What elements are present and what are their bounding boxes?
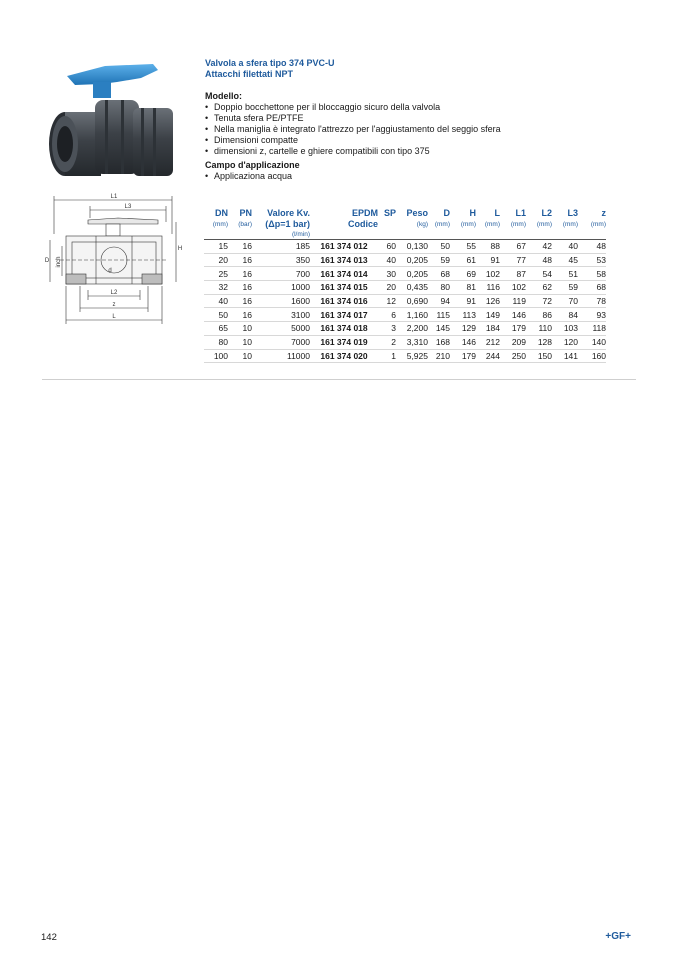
table-cell: 209: [500, 335, 526, 349]
table-cell: 116: [476, 281, 500, 295]
table-cell: 12: [378, 294, 396, 308]
table-cell: 0,435: [396, 281, 428, 295]
table-cell: 119: [500, 294, 526, 308]
table-cell: 161 374 015: [310, 281, 378, 295]
table-row: [204, 253, 606, 267]
table-cell: 80: [204, 335, 228, 349]
table-cell: 161 374 013: [310, 253, 378, 267]
unit-dn: (mm): [212, 221, 228, 228]
table-cell: 48: [578, 240, 606, 254]
specification-table: [204, 208, 606, 363]
table-cell: 16: [228, 267, 252, 281]
table-row: [204, 322, 606, 336]
table-cell: 161 374 018: [310, 322, 378, 336]
unit-l3: (mm): [562, 221, 578, 228]
table-cell: 69: [450, 267, 476, 281]
table-cell: 161 374 017: [310, 308, 378, 322]
table-cell: 30: [378, 267, 396, 281]
table-cell: 161 374 012: [310, 240, 378, 254]
table-row: [204, 335, 606, 349]
specification-table-body: [204, 240, 606, 363]
table-cell: 16: [228, 253, 252, 267]
table-cell: 146: [450, 335, 476, 349]
table-cell: 5,925: [396, 349, 428, 363]
table-cell: 60: [378, 240, 396, 254]
table-cell: 7000: [252, 335, 310, 349]
drawing-label-d-outer: D: [44, 258, 50, 264]
valve-product-photo: [45, 58, 185, 183]
table-cell: 244: [476, 349, 500, 363]
drawing-label-inch: inch: [56, 256, 62, 268]
table-cell: 72: [526, 294, 552, 308]
table-cell: 70: [552, 294, 578, 308]
table-cell: 93: [578, 308, 606, 322]
table-cell: 16: [228, 281, 252, 295]
table-cell: 40: [378, 253, 396, 267]
table-cell: 185: [252, 240, 310, 254]
table-cell: 11000: [252, 349, 310, 363]
table-cell: 150: [526, 349, 552, 363]
section-divider: [42, 379, 636, 380]
table-cell: 113: [450, 308, 476, 322]
header-peso: Peso: [406, 208, 428, 218]
table-cell: 184: [476, 322, 500, 336]
header-l2: L2: [541, 208, 552, 218]
table-cell: 118: [578, 322, 606, 336]
model-feature-item: • Dimensioni compatte: [205, 135, 625, 146]
table-cell: 62: [526, 281, 552, 295]
table-cell: 128: [526, 335, 552, 349]
table-cell: 48: [526, 253, 552, 267]
table-cell: 1000: [252, 281, 310, 295]
table-cell: 126: [476, 294, 500, 308]
table-cell: 140: [578, 335, 606, 349]
table-cell: 61: [450, 253, 476, 267]
table-cell: 50: [428, 240, 450, 254]
table-cell: 0,205: [396, 267, 428, 281]
table-cell: 16: [228, 240, 252, 254]
header-l: L: [494, 208, 500, 218]
table-cell: 10: [228, 335, 252, 349]
table-cell: 88: [476, 240, 500, 254]
table-cell: 350: [252, 253, 310, 267]
table-cell: 250: [500, 349, 526, 363]
table-cell: 54: [526, 267, 552, 281]
table-cell: 20: [378, 281, 396, 295]
table-row: [204, 294, 606, 308]
table-cell: 212: [476, 335, 500, 349]
table-cell: 87: [500, 267, 526, 281]
table-cell: 102: [476, 267, 500, 281]
brand-logo: +GF+: [605, 931, 631, 942]
table-cell: 59: [552, 281, 578, 295]
table-cell: 3100: [252, 308, 310, 322]
table-cell: 0,130: [396, 240, 428, 254]
table-cell: 115: [428, 308, 450, 322]
header-h: H: [469, 208, 476, 218]
table-row: [204, 349, 606, 363]
table-row: [204, 281, 606, 295]
table-cell: 149: [476, 308, 500, 322]
model-feature-list: [205, 102, 625, 157]
header-l1: L1: [515, 208, 526, 218]
table-cell: 161 374 020: [310, 349, 378, 363]
header-kv: Valore Kv.: [267, 208, 310, 218]
model-heading: Modello:: [205, 91, 242, 101]
table-cell: 1,160: [396, 308, 428, 322]
unit-z: (mm): [590, 221, 606, 228]
table-cell: 84: [552, 308, 578, 322]
model-feature-item: • Nella maniglia è integrato l'attrezzo per l'aggiustamento del seggio sfera: [205, 124, 625, 135]
drawing-label-z: z: [112, 302, 116, 308]
table-cell: 10: [228, 349, 252, 363]
model-feature-item: • dimensioni z, cartelle e ghiere compatibili con tipo 375: [205, 146, 625, 157]
model-feature-item: • Tenuta sfera PE/PTFE: [205, 113, 625, 124]
table-cell: 1600: [252, 294, 310, 308]
valve-technical-drawing: [40, 190, 185, 340]
table-cell: 40: [552, 240, 578, 254]
unit-l1: (mm): [510, 221, 526, 228]
table-cell: 5000: [252, 322, 310, 336]
page-number: 142: [41, 932, 57, 943]
table-cell: 210: [428, 349, 450, 363]
table-cell: 59: [428, 253, 450, 267]
unit-l: (mm): [484, 221, 500, 228]
table-cell: 51: [552, 267, 578, 281]
table-cell: 67: [500, 240, 526, 254]
product-title: Valvola a sfera tipo 374 PVC-U: [205, 58, 335, 68]
table-cell: 16: [228, 308, 252, 322]
table-cell: 146: [500, 308, 526, 322]
model-feature-item: • Doppio bocchettone per il bloccaggio sicuro della valvola: [205, 102, 625, 113]
drawing-label-h: H: [177, 246, 183, 252]
table-cell: 179: [450, 349, 476, 363]
unit-l2: (mm): [536, 221, 552, 228]
header-epdm: EPDM: [351, 208, 378, 218]
drawing-label-l3: L3: [124, 204, 132, 210]
table-cell: 161 374 014: [310, 267, 378, 281]
unit-h: (mm): [460, 221, 476, 228]
table-cell: 53: [578, 253, 606, 267]
table-cell: 103: [552, 322, 578, 336]
table-cell: 80: [428, 281, 450, 295]
table-cell: 102: [500, 281, 526, 295]
table-cell: 120: [552, 335, 578, 349]
table-cell: 141: [552, 349, 578, 363]
table-cell: 94: [428, 294, 450, 308]
table-cell: 78: [578, 294, 606, 308]
table-cell: 10: [228, 322, 252, 336]
table-cell: 161 374 019: [310, 335, 378, 349]
table-cell: 81: [450, 281, 476, 295]
product-description: [205, 58, 625, 182]
unit-pn: (bar): [238, 221, 252, 228]
drawing-label-d-inner: d: [108, 268, 112, 274]
table-cell: 15: [204, 240, 228, 254]
table-cell: 45: [552, 253, 578, 267]
table-cell: 0,690: [396, 294, 428, 308]
unit-kv: (l/min): [291, 231, 310, 238]
table-cell: 55: [450, 240, 476, 254]
header-z: z: [601, 208, 606, 218]
table-cell: 0,205: [396, 253, 428, 267]
drawing-label-l2: L2: [110, 290, 118, 296]
table-cell: 91: [450, 294, 476, 308]
table-cell: 179: [500, 322, 526, 336]
table-cell: 2,200: [396, 322, 428, 336]
table-cell: 1: [378, 349, 396, 363]
table-cell: 3: [378, 322, 396, 336]
table-cell: 40: [204, 294, 228, 308]
header-epdm-line2: Codice: [347, 219, 378, 229]
header-sp: SP: [383, 208, 396, 218]
table-cell: 110: [526, 322, 552, 336]
drawing-label-l1: L1: [110, 194, 118, 200]
table-cell: 6: [378, 308, 396, 322]
table-cell: 32: [204, 281, 228, 295]
table-cell: 65: [204, 322, 228, 336]
header-kv-line2: (Δp=1 bar): [265, 219, 310, 229]
table-cell: 68: [428, 267, 450, 281]
table-row: [204, 240, 606, 254]
table-cell: 145: [428, 322, 450, 336]
table-cell: 100: [204, 349, 228, 363]
header-d: D: [443, 208, 450, 218]
table-cell: 42: [526, 240, 552, 254]
product-subtitle: Attacchi filettati NPT: [205, 69, 294, 79]
table-row: [204, 267, 606, 281]
table-cell: 2: [378, 335, 396, 349]
table-cell: 86: [526, 308, 552, 322]
table-cell: 168: [428, 335, 450, 349]
table-cell: 77: [500, 253, 526, 267]
drawing-label-l: L: [112, 314, 116, 320]
header-dn: DN: [215, 208, 228, 218]
table-cell: 700: [252, 267, 310, 281]
table-cell: 3,310: [396, 335, 428, 349]
table-cell: 25: [204, 267, 228, 281]
application-list: [205, 171, 625, 182]
table-cell: 58: [578, 267, 606, 281]
table-cell: 68: [578, 281, 606, 295]
unit-d: (mm): [434, 221, 450, 228]
table-cell: 129: [450, 322, 476, 336]
header-l3: L3: [567, 208, 578, 218]
unit-peso: (kg): [416, 221, 428, 228]
header-pn: PN: [239, 208, 252, 218]
table-row: [204, 308, 606, 322]
table-cell: 20: [204, 253, 228, 267]
application-heading: Campo d'applicazione: [205, 160, 300, 170]
table-cell: 50: [204, 308, 228, 322]
table-cell: 16: [228, 294, 252, 308]
application-item: • Applicaziona acqua: [205, 171, 625, 182]
table-cell: 91: [476, 253, 500, 267]
table-cell: 160: [578, 349, 606, 363]
table-cell: 161 374 016: [310, 294, 378, 308]
